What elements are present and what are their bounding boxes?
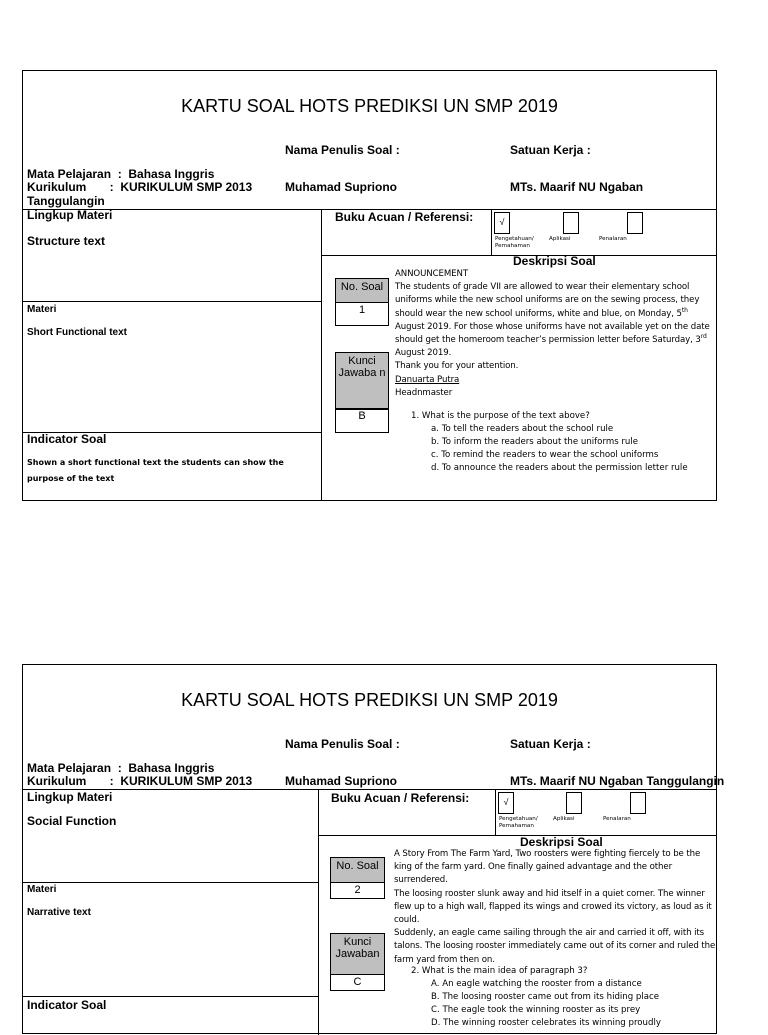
material-label: Materi: [27, 304, 57, 315]
work-unit-name: MTs. Maarif NU Ngaban Tanggulangin: [510, 774, 725, 788]
level-knowledge-label: Pengetahuan/: [499, 816, 538, 822]
level-reasoning-label: Penalaran: [603, 816, 631, 822]
announcement-text: [395, 268, 715, 400]
indicator-line-2: purpose of the text: [27, 474, 115, 483]
divider: [23, 996, 318, 997]
material-label: Materi: [27, 884, 57, 895]
option-b: b. To inform the readers about the uniforms rule: [431, 437, 639, 447]
checkbox-reasoning[interactable]: [630, 792, 646, 814]
checkbox-application[interactable]: [563, 212, 579, 234]
work-unit-label: Satuan Kerja :: [510, 143, 591, 157]
indicator-line-1: Shown a short functional text the students can show the: [27, 458, 284, 467]
scope-value: Social Function: [27, 814, 117, 828]
question-card-2: [22, 664, 725, 1034]
answer-key-value: C: [330, 974, 385, 991]
level-knowledge-label: Pengetahuan/: [495, 236, 534, 242]
option-c: C. The eagle took the winning rooster as its prey: [431, 1005, 641, 1015]
paragraph-2: The loosing rooster slunk away and hid itself in a quiet corner. The winner flew up to a high wall, flapped its wings and crowed its victory, as loud as it could.: [394, 888, 712, 926]
answer-key-label: Kunci Jawaban: [330, 933, 385, 975]
answer-key-value: B: [335, 409, 389, 433]
divider: [23, 789, 716, 790]
author-name: Muhamad Supriono: [285, 774, 397, 788]
checkbox-knowledge[interactable]: √: [494, 212, 510, 234]
work-unit-label: Satuan Kerja :: [510, 737, 591, 751]
author-label: Nama Penulis Soal :: [285, 143, 400, 157]
narrative-text: [394, 848, 716, 967]
option-a: a. To tell the readers about the school rule: [431, 424, 614, 434]
question-card-1: [22, 70, 717, 501]
column-divider: [321, 209, 322, 501]
divider: [491, 209, 492, 255]
answer-key-label: Kunci Jawaba n: [335, 352, 389, 409]
option-b: B. The loosing rooster came out from its hiding place: [431, 992, 660, 1002]
no-soal-value: 2: [330, 882, 385, 899]
paragraph-3: Suddenly, an eagle came sailing through the air and carried it off, with its talons. The loosing rooster immediately came out of its corner and ruled the farm yard from then on.: [394, 928, 716, 965]
card-title: KARTU SOAL HOTS PREDIKSI UN SMP 2019: [181, 96, 558, 116]
level-knowledge-label-2: Pemahaman: [495, 243, 530, 249]
scope-value: Structure text: [27, 234, 106, 248]
checkbox-application[interactable]: [566, 792, 582, 814]
announcement-body: The students of grade VII are allowed to wear their elementary school uniforms while the new school uniforms are on the sewing process, they should wear the new school uniforms, white and blue, on Monday, 5th August 2019. For those whose uniforms have not available yet on the date should get the homeroom teacher’s permission letter before Saturday, 3rd August 2019.: [395, 282, 710, 359]
subject-field: Mata Pelajaran : Bahasa Inggris: [27, 761, 215, 775]
announcement-closing: Thank you for your attention.: [395, 361, 519, 372]
no-soal-label: No. Soal: [335, 278, 389, 303]
curriculum-field: Kurikulum : KURIKULUM SMP 2013: [27, 180, 253, 194]
option-d: D. The winning rooster celebrates its winning proudly: [431, 1018, 661, 1028]
indicator-label: Indicator Soal: [27, 432, 107, 446]
scope-label: Lingkup Materi: [27, 208, 113, 222]
checkbox-reasoning[interactable]: [627, 212, 643, 234]
level-knowledge-label-2: Pemahaman: [499, 823, 534, 829]
material-value: Narrative text: [27, 907, 91, 918]
no-soal-value: 1: [335, 302, 389, 326]
column-divider: [318, 789, 319, 1035]
city-field: Tanggulangin: [27, 194, 105, 208]
option-d: d. To announce the readers about the permission letter rule: [431, 463, 688, 473]
paragraph-1: A Story From The Farm Yard, Two roosters were fighting fiercely to be the king of the farm yard. One finally gained advantage and the other surrendered.: [394, 849, 701, 886]
announcement-heading: ANNOUNCEMENT: [395, 269, 468, 279]
author-name: Muhamad Supriono: [285, 180, 397, 194]
announcement-signer: Danuarta Putra: [395, 374, 460, 385]
level-application-label: Aplikasi: [553, 816, 575, 822]
reference-label: Buku Acuan / Referensi:: [335, 210, 474, 224]
work-unit-name: MTs. Maarif NU Ngaban: [510, 180, 644, 194]
question-text: 2. What is the main idea of paragraph 3?: [411, 966, 588, 976]
level-reasoning-label: Penalaran: [599, 236, 627, 242]
material-value: Short Functional text: [27, 327, 127, 338]
question-text: 1. What is the purpose of the text above?: [411, 411, 590, 421]
reference-label: Buku Acuan / Referensi:: [331, 791, 470, 805]
option-a: A. An eagle watching the rooster from a distance: [431, 979, 642, 989]
description-label: Deskripsi Soal: [520, 835, 603, 849]
scope-label: Lingkup Materi: [27, 790, 113, 804]
option-c: c. To remind the readers to wear the school uniforms: [431, 450, 659, 460]
announcement-signer-role: Headnmaster: [395, 387, 453, 398]
curriculum-field: Kurikulum : KURIKULUM SMP 2013: [27, 774, 253, 788]
divider: [23, 301, 321, 302]
author-label: Nama Penulis Soal :: [285, 737, 400, 751]
description-label: Deskripsi Soal: [513, 254, 596, 268]
subject-field: Mata Pelajaran : Bahasa Inggris: [27, 167, 215, 181]
divider: [318, 835, 716, 836]
level-application-label: Aplikasi: [549, 236, 571, 242]
divider: [23, 882, 318, 883]
indicator-label: Indicator Soal: [27, 998, 107, 1012]
card-title: KARTU SOAL HOTS PREDIKSI UN SMP 2019: [181, 690, 558, 710]
checkbox-knowledge[interactable]: √: [498, 792, 514, 814]
no-soal-label: No. Soal: [330, 857, 385, 883]
divider: [495, 789, 496, 835]
